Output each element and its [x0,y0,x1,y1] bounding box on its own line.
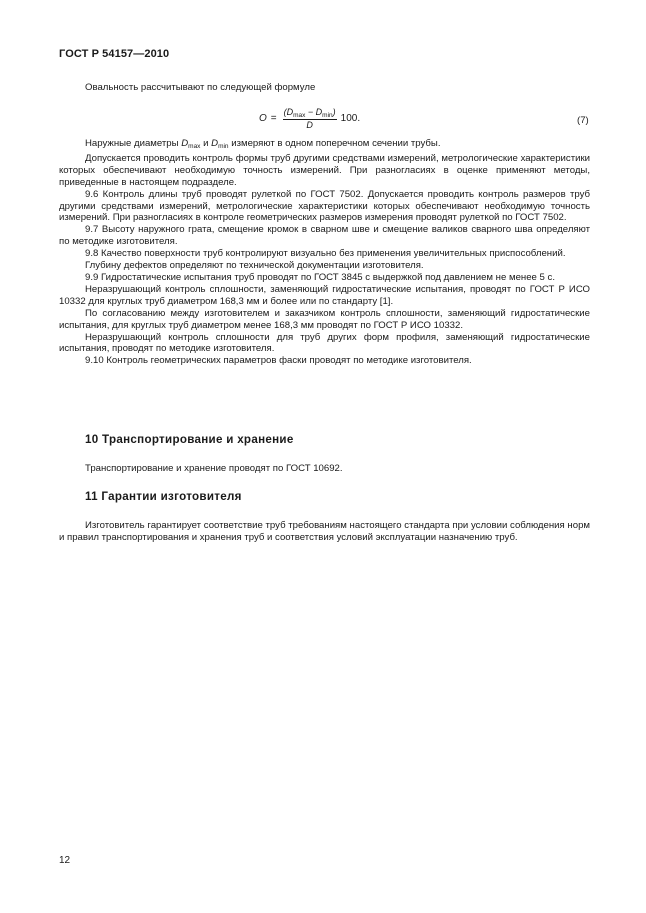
shape-control-paragraph: Допускается проводить контроль формы труб другими средствами измерений, метрологические характеристики которых обеспечивают необходимую точность измерений. При разногласиях в оценке применяют методы, приведенные в настоящем подразделе. [59,152,590,188]
defect-depth-paragraph: Глубину дефектов определяют по технической документации изготовителя. [85,260,424,272]
ovality-intro [59,82,590,94]
ndt-paragraph-1: Неразрушающий контроль сплошности, заменяющий гидростатические испытания, проводят по ГОСТ Р ИСО 10332 для круглых труб диаметром 168,3 мм и более или по стандарту [1]. [59,283,590,307]
diameter-paragraph [59,138,590,153]
formula-num-close: ) [332,107,336,117]
formula-lhs: O [259,113,267,124]
ndt-paragraph-2: Неразрушающий контроль сплошности для труб других форм профиля, заменяющий гидростатические испытания, проводят по методике изготовителя. [59,331,590,355]
clause-9-8: 9.8 Качество поверхности труб контролируют визуально без применения увеличительных приспособлений. [85,248,566,260]
section-11-heading: 11 Гарантии изготовителя [85,490,242,503]
section-11-body [59,520,590,544]
formula-fraction [283,107,337,130]
formula-equals: = [270,113,277,124]
page-number: 12 [59,855,71,866]
formula-multiplier: 100. [340,113,361,124]
diam-dmax: D [181,138,189,149]
section-10-heading: 10 Транспортирование и хранение [85,433,294,446]
clause-9-6: 9.6 Контроль длины труб проводят рулеткой по ГОСТ 7502. Допускается проводить контроль размеров труб другими средствами измерений, метрологические характеристики которых обеспечивают необходимую точность измерений. При разногласиях в контроле геометрических размеров измерения проводят рулеткой по ГОСТ 7502. [59,188,590,224]
ovality-intro-text: Овальность рассчитывают по следующей формуле [85,82,316,93]
formula-num-sub-min: min [322,112,333,119]
clause-9-9: 9.9 Гидростатические испытания труб проводят по ГОСТ 3845 с выдержкой под давлением не менее 5 с. [85,271,556,283]
formula-denominator: D [306,120,313,130]
diam-dmin-sub: min [218,143,229,150]
formula-num-sub-max: max [293,112,306,119]
ovality-formula [259,107,360,130]
section-10-body [59,463,590,475]
formula-numerator [283,107,337,120]
formula-num-minus: − D [305,107,323,117]
formula-num-prefix: (D [283,107,294,117]
section-9-body [59,138,590,367]
document-header: ГОСТ Р 54157—2010 [59,48,170,60]
formula-number: (7) [577,115,589,126]
diam-dmax-sub: max [188,143,201,150]
section-11-text: Изготовитель гарантирует соответствие труб требованиям настоящего стандарта при условии соблюдения норм и правил транспортирования и хранения труб и соответствия условий эксплуатации назначению труб. [59,520,590,543]
section-10-text: Транспортирование и хранение проводят по ГОСТ 10692. [85,463,343,474]
clause-9-10: 9.10 Контроль геометрических параметров фаски проводят по методике изготовителя. [85,355,472,367]
agreement-paragraph: По согласованию между изготовителем и заказчиком контроль сплошности, заменяющий гидростатические испытания, для круглых труб диаметром менее 168,3 мм проводят по ГОСТ Р ИСО 10332. [59,307,590,331]
diam-and: и [200,138,212,149]
clause-9-7: 9.7 Высоту наружного грата, смещение кромок в сварном шве и смещение валиков сварного шва определяют по методике изготовителя. [59,224,590,248]
diam-dmin: D [211,138,219,149]
diam-pre: Наружные диаметры [85,138,182,149]
diam-post: измеряют в одном поперечном сечении трубы. [228,138,441,149]
